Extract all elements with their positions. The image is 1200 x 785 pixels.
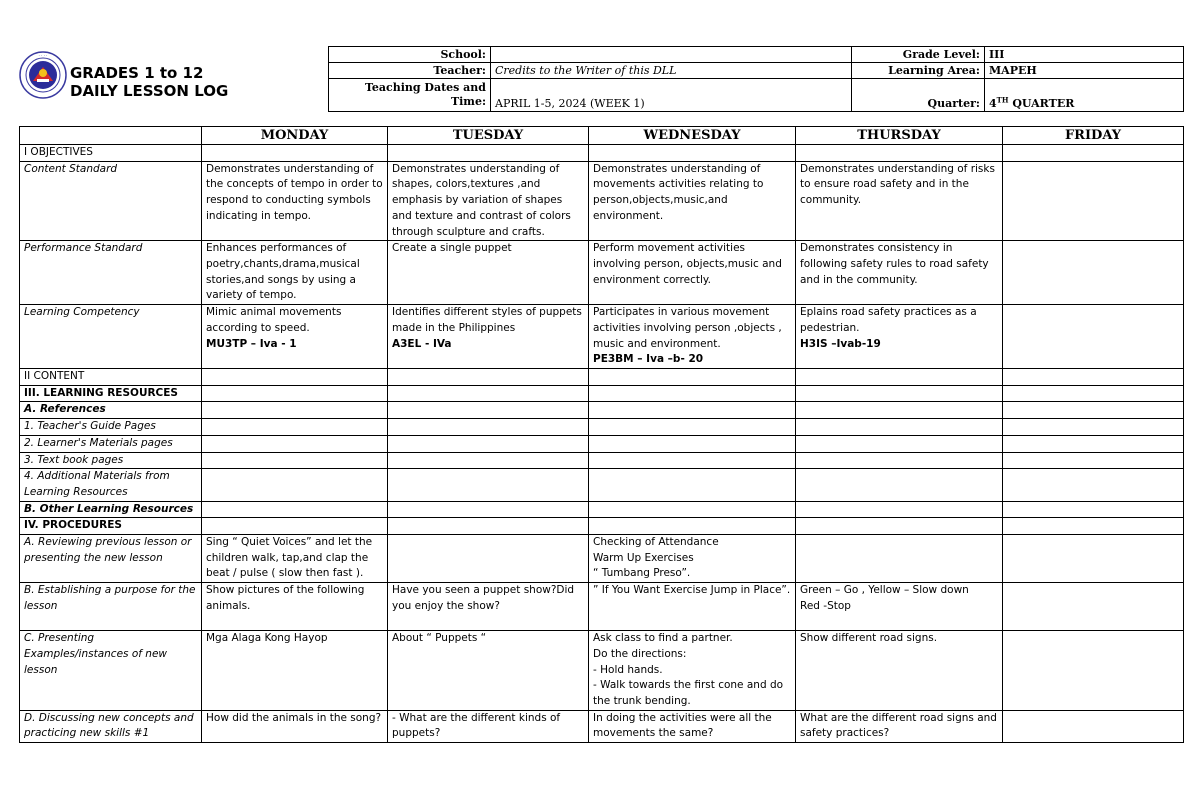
textbook-label: 3. Text book pages: [20, 452, 202, 469]
proc-a-label: A. Reviewing previous lesson or presenting the new lesson: [20, 535, 202, 583]
cell[interactable]: [589, 419, 796, 436]
quarter-suffix: TH: [996, 95, 1009, 105]
cell[interactable]: [796, 469, 1003, 501]
cell[interactable]: [1003, 469, 1184, 501]
competency-code: A3EL - IVa: [392, 337, 452, 350]
cell[interactable]: [1003, 369, 1184, 386]
procedures-row: [20, 518, 1184, 535]
cell-line: In doing the activities were all the movements the same?: [593, 711, 772, 740]
cell-line: Have you seen a puppet show?Did you enjoy the show?: [392, 584, 575, 612]
competency-code: H3IS –Ivab-19: [800, 337, 881, 350]
cell[interactable]: [388, 385, 589, 402]
learning-competency-thursday[interactable]: [796, 305, 1003, 369]
title-line-2: DAILY LESSON LOG: [70, 82, 229, 100]
cell[interactable]: [796, 518, 1003, 535]
cell[interactable]: [1003, 452, 1184, 469]
learning-competency-row: [20, 305, 1184, 369]
cell[interactable]: [202, 435, 388, 452]
performance-standard-thursday[interactable]: Demonstrates consistency in following safety rules to road safety and in the community.: [796, 241, 1003, 305]
cell[interactable]: [1003, 145, 1184, 162]
cell[interactable]: [589, 518, 796, 535]
content-standard-label: Content Standard: [20, 161, 202, 241]
proc-c-thursday[interactable]: [796, 631, 1003, 711]
objectives-heading: I OBJECTIVES: [20, 145, 202, 162]
cell-line: Show pictures of the following animals.: [206, 584, 365, 612]
cell[interactable]: [1003, 419, 1184, 436]
cell[interactable]: [388, 469, 589, 501]
cell[interactable]: [589, 469, 796, 501]
cell[interactable]: [388, 402, 589, 419]
teacher-label: Teacher:: [329, 63, 491, 79]
cell[interactable]: [202, 518, 388, 535]
proc-b-friday[interactable]: [1003, 583, 1184, 631]
tg-pages-row: [20, 419, 1184, 436]
proc-c-monday[interactable]: [202, 631, 388, 711]
document-title: [70, 64, 228, 100]
cell-line: “ Tumbang Preso”.: [593, 567, 691, 580]
proc-b-wednesday[interactable]: [589, 583, 796, 631]
competency-text: Identifies different styles of puppets made in the Philippines: [392, 306, 582, 334]
other-resources-label: B. Other Learning Resources: [20, 501, 202, 518]
performance-standard-row: [20, 241, 1184, 305]
content-row: [20, 369, 1184, 386]
learning-competency-label: Learning Competency: [20, 305, 202, 369]
day-friday: FRIDAY: [1003, 127, 1184, 145]
quarter-text: QUARTER: [1008, 97, 1075, 110]
proc-a-tuesday[interactable]: [388, 535, 589, 583]
cell[interactable]: [202, 452, 388, 469]
cell[interactable]: [589, 452, 796, 469]
cell-line: How did the animals in the song?: [206, 711, 382, 724]
cell[interactable]: [202, 145, 388, 162]
content-standard-thursday[interactable]: Demonstrates understanding of risks to ensure road safety and in the community.: [796, 161, 1003, 241]
cell[interactable]: [388, 518, 589, 535]
cell-line: Show different road signs.: [800, 632, 938, 645]
cell[interactable]: [796, 385, 1003, 402]
additional-row: [20, 469, 1184, 501]
proc-c-label: C. Presenting Examples/instances of new lesson: [20, 631, 202, 711]
content-standard-tuesday[interactable]: Demonstrates understanding of shapes, colors,textures ,and emphasis by variation of shapes and texture and contrast of colors through sculpture and crafts.: [388, 161, 589, 241]
competency-text: Mimic animal movements according to speed.: [206, 306, 342, 334]
proc-d-wednesday[interactable]: [589, 710, 796, 742]
school-value[interactable]: [491, 47, 852, 63]
tg-pages-label: 1. Teacher's Guide Pages: [20, 419, 202, 436]
cell[interactable]: [388, 501, 589, 518]
performance-standard-label: Performance Standard: [20, 241, 202, 305]
proc-d-monday[interactable]: [202, 710, 388, 742]
cell-line: Ask class to find a partner.: [593, 632, 733, 645]
proc-d-thursday[interactable]: [796, 710, 1003, 742]
cell[interactable]: [202, 385, 388, 402]
cell[interactable]: [589, 501, 796, 518]
cell[interactable]: [589, 435, 796, 452]
cell[interactable]: [1003, 435, 1184, 452]
proc-b-monday[interactable]: [202, 583, 388, 631]
references-row: [20, 402, 1184, 419]
proc-c-tuesday[interactable]: [388, 631, 589, 711]
competency-text: Participates in various movement activities involving person ,objects , music and environment.: [593, 306, 782, 350]
cell[interactable]: [388, 435, 589, 452]
dates-value[interactable]: APRIL 1-5, 2024 (WEEK 1): [491, 79, 852, 112]
day-tuesday: TUESDAY: [388, 127, 589, 145]
cell-line: ” If You Want Exercise Jump in Place”.: [593, 584, 791, 597]
performance-standard-wednesday[interactable]: Perform movement activities involving person, objects,music and environment correctly.: [589, 241, 796, 305]
performance-standard-monday[interactable]: Enhances performances of poetry,chants,drama,musical stories,and songs by using a variety of tempo.: [202, 241, 388, 305]
dates-label-line-1: Teaching Dates and: [364, 81, 486, 94]
cell-line: Green – Go , Yellow – Slow down: [800, 584, 969, 597]
proc-a-friday[interactable]: [1003, 535, 1184, 583]
cell-line: What are the different road signs and safety practices?: [800, 711, 997, 740]
competency-code: PE3BM – Iva –b- 20: [593, 353, 704, 366]
cell-line: Do the directions:: [593, 647, 687, 660]
cell[interactable]: [589, 385, 796, 402]
day-wednesday: WEDNESDAY: [589, 127, 796, 145]
cell-line: - Hold hands.: [593, 663, 663, 676]
proc-d-row: [20, 710, 1184, 742]
dates-label: [329, 79, 491, 112]
proc-d-friday[interactable]: [1003, 710, 1184, 742]
cell[interactable]: [796, 369, 1003, 386]
performance-standard-friday[interactable]: [1003, 241, 1184, 305]
area-value[interactable]: MAPEH: [985, 63, 1184, 79]
grade-label: Grade Level:: [852, 47, 985, 63]
cell[interactable]: [388, 145, 589, 162]
cell[interactable]: [388, 369, 589, 386]
cell[interactable]: [1003, 501, 1184, 518]
day-monday: MONDAY: [202, 127, 388, 145]
proc-d-tuesday[interactable]: [388, 710, 589, 742]
cell-line: Warm Up Exercises: [593, 551, 694, 564]
learning-competency-monday[interactable]: [202, 305, 388, 369]
day-thursday: THURSDAY: [796, 127, 1003, 145]
proc-a-thursday[interactable]: [796, 535, 1003, 583]
cell[interactable]: [589, 369, 796, 386]
proc-c-wednesday[interactable]: [589, 631, 796, 711]
learning-competency-tuesday[interactable]: [388, 305, 589, 369]
learning-competency-friday[interactable]: [1003, 305, 1184, 369]
info-table: [328, 46, 1184, 112]
cell-line: - Walk towards the first cone and do the trunk bending.: [593, 679, 784, 707]
cell-line: - What are the different kinds of puppets?: [392, 711, 561, 740]
cell[interactable]: [1003, 402, 1184, 419]
proc-b-label: B. Establishing a purpose for the lesson: [20, 583, 202, 631]
cell[interactable]: [796, 452, 1003, 469]
grade-value[interactable]: III: [985, 47, 1184, 63]
proc-a-monday[interactable]: [202, 535, 388, 583]
content-heading: II CONTENT: [20, 369, 202, 386]
corner-cell: [20, 127, 202, 145]
cell[interactable]: [796, 145, 1003, 162]
dates-label-line-2: Time:: [450, 95, 486, 108]
competency-code: MU3TP – Iva - 1: [206, 337, 297, 350]
cell[interactable]: [388, 452, 589, 469]
content-standard-monday[interactable]: Demonstrates understanding of the concepts of tempo in order to respond to conducting symbols indicating in tempo.: [202, 161, 388, 241]
content-standard-friday[interactable]: [1003, 161, 1184, 241]
learning-competency-wednesday[interactable]: [589, 305, 796, 369]
cell[interactable]: [796, 402, 1003, 419]
references-heading: A. References: [20, 402, 202, 419]
cell[interactable]: [202, 469, 388, 501]
teacher-value[interactable]: Credits to the Writer of this DLL: [491, 63, 852, 79]
quarter-number: 4: [989, 97, 997, 110]
resources-row: [20, 385, 1184, 402]
resources-heading: III. LEARNING RESOURCES: [20, 385, 202, 402]
proc-d-label: D. Discussing new concepts and practicing new skills #1: [20, 710, 202, 742]
textbook-row: [20, 452, 1184, 469]
cell-line: About “ Puppets “: [392, 632, 487, 645]
cell-line: Mga Alaga Kong Hayop: [206, 632, 328, 645]
performance-standard-tuesday[interactable]: Create a single puppet: [388, 241, 589, 305]
proc-b-tuesday[interactable]: [388, 583, 589, 631]
proc-b-thursday[interactable]: [796, 583, 1003, 631]
cell[interactable]: [388, 419, 589, 436]
cell[interactable]: [1003, 518, 1184, 535]
title-line-1: GRADES 1 to 12: [70, 64, 204, 82]
cell[interactable]: [202, 501, 388, 518]
lm-pages-row: [20, 435, 1184, 452]
lm-pages-label: 2. Learner's Materials pages: [20, 435, 202, 452]
area-label: Learning Area:: [852, 63, 985, 79]
deped-seal-icon: [19, 51, 67, 99]
cell-line: Sing “ Quiet Voices” and let the children walk, tap,and clap the beat / pulse ( slow then fast ).: [206, 536, 373, 580]
procedures-heading: IV. PROCEDURES: [20, 518, 202, 535]
cell-line: Checking of Attendance: [593, 536, 719, 549]
cell[interactable]: [589, 402, 796, 419]
cell[interactable]: [202, 369, 388, 386]
cell[interactable]: [796, 419, 1003, 436]
school-label: School:: [329, 47, 491, 63]
quarter-value[interactable]: [985, 79, 1184, 112]
day-header-row: [20, 127, 1184, 145]
proc-c-friday[interactable]: [1003, 631, 1184, 711]
proc-a-wednesday[interactable]: [589, 535, 796, 583]
proc-c-row: [20, 631, 1184, 711]
cell-line: Red -Stop: [800, 599, 851, 612]
cell[interactable]: [202, 402, 388, 419]
cell[interactable]: [796, 435, 1003, 452]
cell[interactable]: [1003, 385, 1184, 402]
cell[interactable]: [202, 419, 388, 436]
other-resources-row: [20, 501, 1184, 518]
lesson-log-table: [19, 126, 1184, 743]
quarter-label: Quarter:: [852, 79, 985, 112]
objectives-row: [20, 145, 1184, 162]
additional-label: 4. Additional Materials from Learning Resources: [20, 469, 202, 501]
competency-text: Eplains road safety practices as a pedestrian.: [800, 306, 977, 334]
svg-text:· · · ·: · · · ·: [38, 53, 48, 58]
content-standard-row: [20, 161, 1184, 241]
cell[interactable]: [796, 501, 1003, 518]
cell[interactable]: [589, 145, 796, 162]
proc-a-row: [20, 535, 1184, 583]
content-standard-wednesday[interactable]: Demonstrates understanding of movements activities relating to person,objects,music,and environment.: [589, 161, 796, 241]
proc-b-row: [20, 583, 1184, 631]
